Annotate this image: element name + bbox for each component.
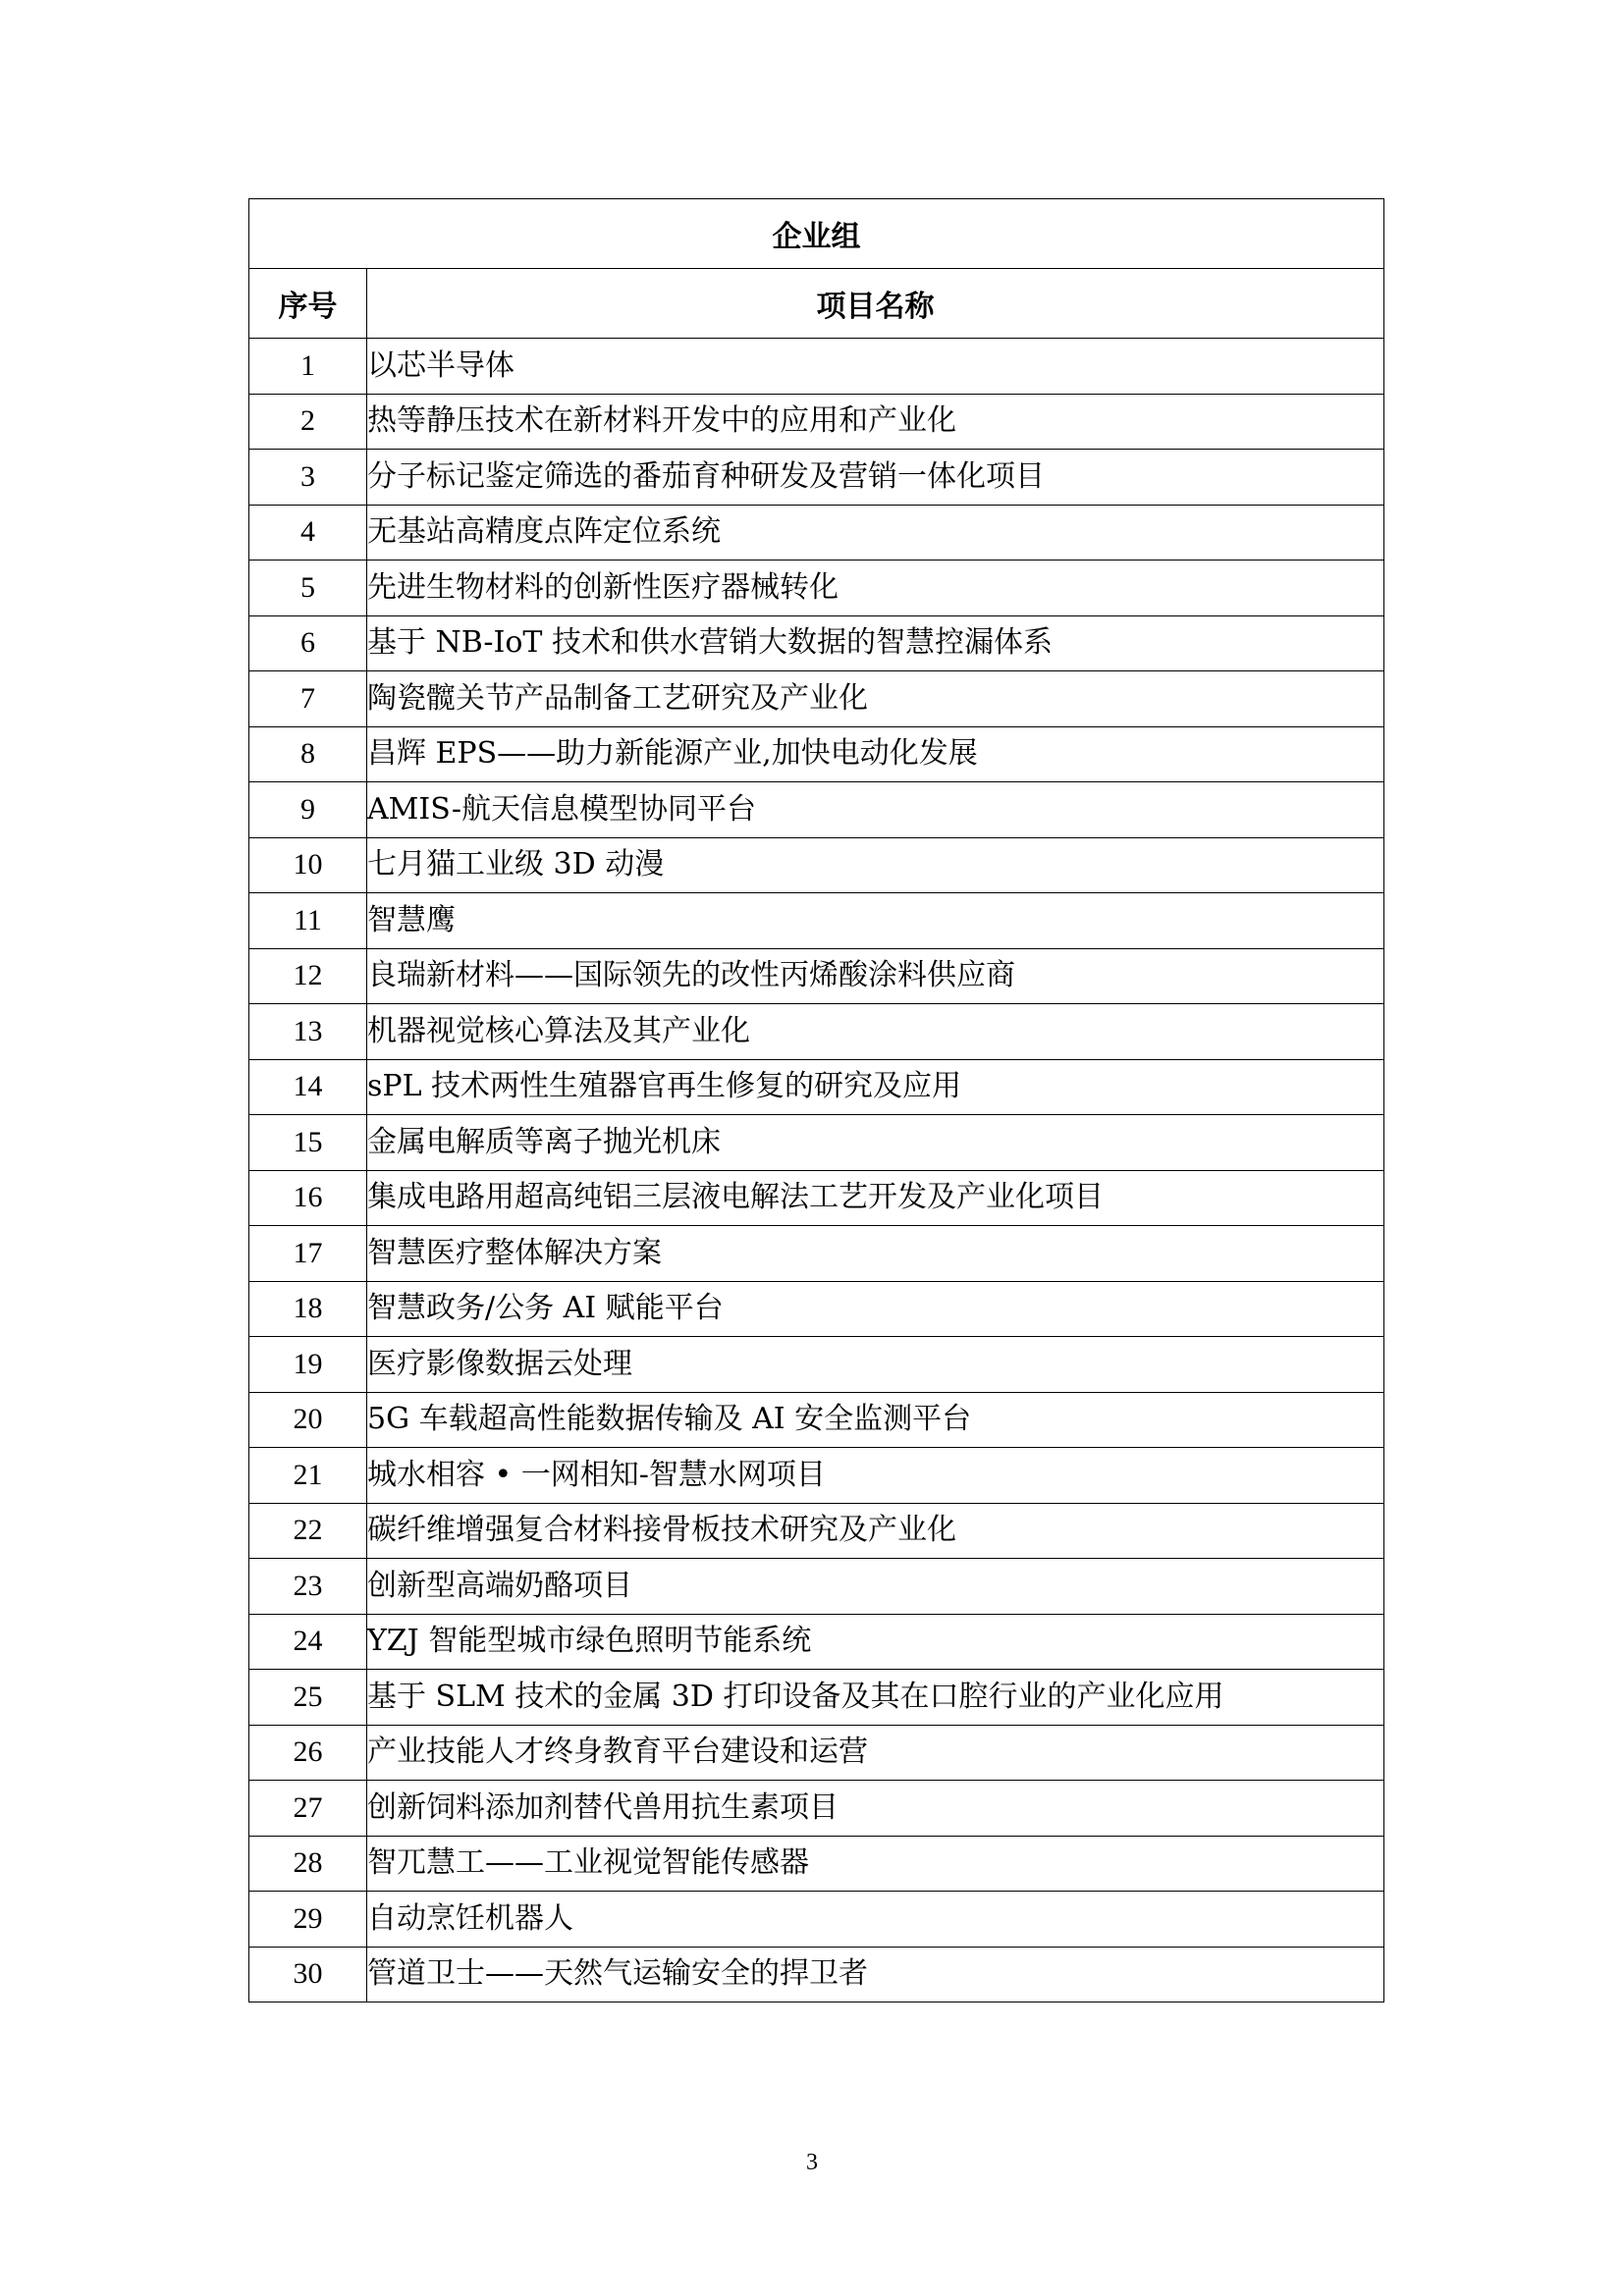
project-name: AMIS-航天信息模型协同平台 [367,782,1384,838]
table-row [249,1337,1384,1393]
table-row [249,1947,1384,2002]
table-row [249,726,1384,782]
table-row [249,1559,1384,1615]
project-name: sPL 技术两性生殖器官再生修复的研究及应用 [367,1059,1384,1115]
row-number: 9 [249,782,367,838]
project-name: 基于 SLM 技术的金属 3D 打印设备及其在口腔行业的产业化应用 [367,1670,1384,1726]
row-number: 18 [249,1281,367,1337]
project-name: 无基站高精度点阵定位系统 [367,505,1384,561]
project-name: 智慧鹰 [367,893,1384,949]
row-number: 23 [249,1559,367,1615]
project-name: 热等静压技术在新材料开发中的应用和产业化 [367,394,1384,450]
row-number: 19 [249,1337,367,1393]
project-name: 智兀慧工——工业视觉智能传感器 [367,1836,1384,1892]
project-name: 机器视觉核心算法及其产业化 [367,1004,1384,1060]
row-number: 3 [249,450,367,506]
header-project-name: 项目名称 [367,269,1384,339]
table-row [249,948,1384,1004]
project-name: 陶瓷髋关节产品制备工艺研究及产业化 [367,671,1384,727]
row-number: 30 [249,1947,367,2002]
project-name: 集成电路用超高纯铝三层液电解法工艺开发及产业化项目 [367,1170,1384,1226]
row-number: 25 [249,1670,367,1726]
table-row [249,1004,1384,1060]
table-row [249,1059,1384,1115]
row-number: 17 [249,1226,367,1282]
table-row [249,561,1384,616]
project-name: 智慧政务/公务 AI 赋能平台 [367,1281,1384,1337]
row-number: 26 [249,1725,367,1781]
row-number: 13 [249,1004,367,1060]
row-number: 1 [249,339,367,395]
row-number: 8 [249,726,367,782]
group-title: 企业组 [249,199,1384,269]
table-row [249,1115,1384,1171]
table-row [249,394,1384,450]
table-row [249,615,1384,671]
project-table [248,198,1384,2002]
project-name: 5G 车载超高性能数据传输及 AI 安全监测平台 [367,1392,1384,1448]
table-body [249,339,1384,2002]
row-number: 22 [249,1503,367,1559]
project-name: 医疗影像数据云处理 [367,1337,1384,1393]
project-name: YZJ 智能型城市绿色照明节能系统 [367,1614,1384,1670]
table-row [249,1614,1384,1670]
project-name: 分子标记鉴定筛选的番茄育种研发及营销一体化项目 [367,450,1384,506]
row-number: 20 [249,1392,367,1448]
row-number: 10 [249,837,367,893]
table-row [249,339,1384,395]
table-row [249,1836,1384,1892]
table-row [249,782,1384,838]
table-row [249,1503,1384,1559]
row-number: 11 [249,893,367,949]
table-row [249,505,1384,561]
group-title-row [249,199,1384,269]
header-row [249,269,1384,339]
project-name: 七月猫工业级 3D 动漫 [367,837,1384,893]
project-name: 自动烹饪机器人 [367,1892,1384,1948]
row-number: 16 [249,1170,367,1226]
project-name: 金属电解质等离子抛光机床 [367,1115,1384,1171]
table-row [249,671,1384,727]
project-name: 先进生物材料的创新性医疗器械转化 [367,561,1384,616]
row-number: 29 [249,1892,367,1948]
row-number: 7 [249,671,367,727]
table-row [249,1392,1384,1448]
project-name: 管道卫士——天然气运输安全的捍卫者 [367,1947,1384,2002]
project-name: 智慧医疗整体解决方案 [367,1226,1384,1282]
table-row [249,893,1384,949]
table-row [249,1670,1384,1726]
row-number: 5 [249,561,367,616]
table-row [249,1226,1384,1282]
table-row [249,1448,1384,1504]
row-number: 27 [249,1781,367,1837]
header-number: 序号 [249,269,367,339]
table-row [249,1892,1384,1948]
row-number: 2 [249,394,367,450]
page-number: 3 [806,2150,818,2175]
table-row [249,1170,1384,1226]
table-row [249,1781,1384,1837]
row-number: 24 [249,1614,367,1670]
project-name: 城水相容 • 一网相知-智慧水网项目 [367,1448,1384,1504]
project-name: 创新饲料添加剂替代兽用抗生素项目 [367,1781,1384,1837]
project-name: 基于 NB-IoT 技术和供水营销大数据的智慧控漏体系 [367,615,1384,671]
project-name: 昌辉 EPS——助力新能源产业,加快电动化发展 [367,726,1384,782]
table-row [249,837,1384,893]
project-name: 良瑞新材料——国际领先的改性丙烯酸涂料供应商 [367,948,1384,1004]
row-number: 28 [249,1836,367,1892]
row-number: 15 [249,1115,367,1171]
project-name: 碳纤维增强复合材料接骨板技术研究及产业化 [367,1503,1384,1559]
table-row [249,450,1384,506]
table-row [249,1725,1384,1781]
row-number: 12 [249,948,367,1004]
row-number: 21 [249,1448,367,1504]
row-number: 4 [249,505,367,561]
project-name: 创新型高端奶酪项目 [367,1559,1384,1615]
project-name: 产业技能人才终身教育平台建设和运营 [367,1725,1384,1781]
table-row [249,1281,1384,1337]
project-name: 以芯半导体 [367,339,1384,395]
row-number: 6 [249,615,367,671]
row-number: 14 [249,1059,367,1115]
